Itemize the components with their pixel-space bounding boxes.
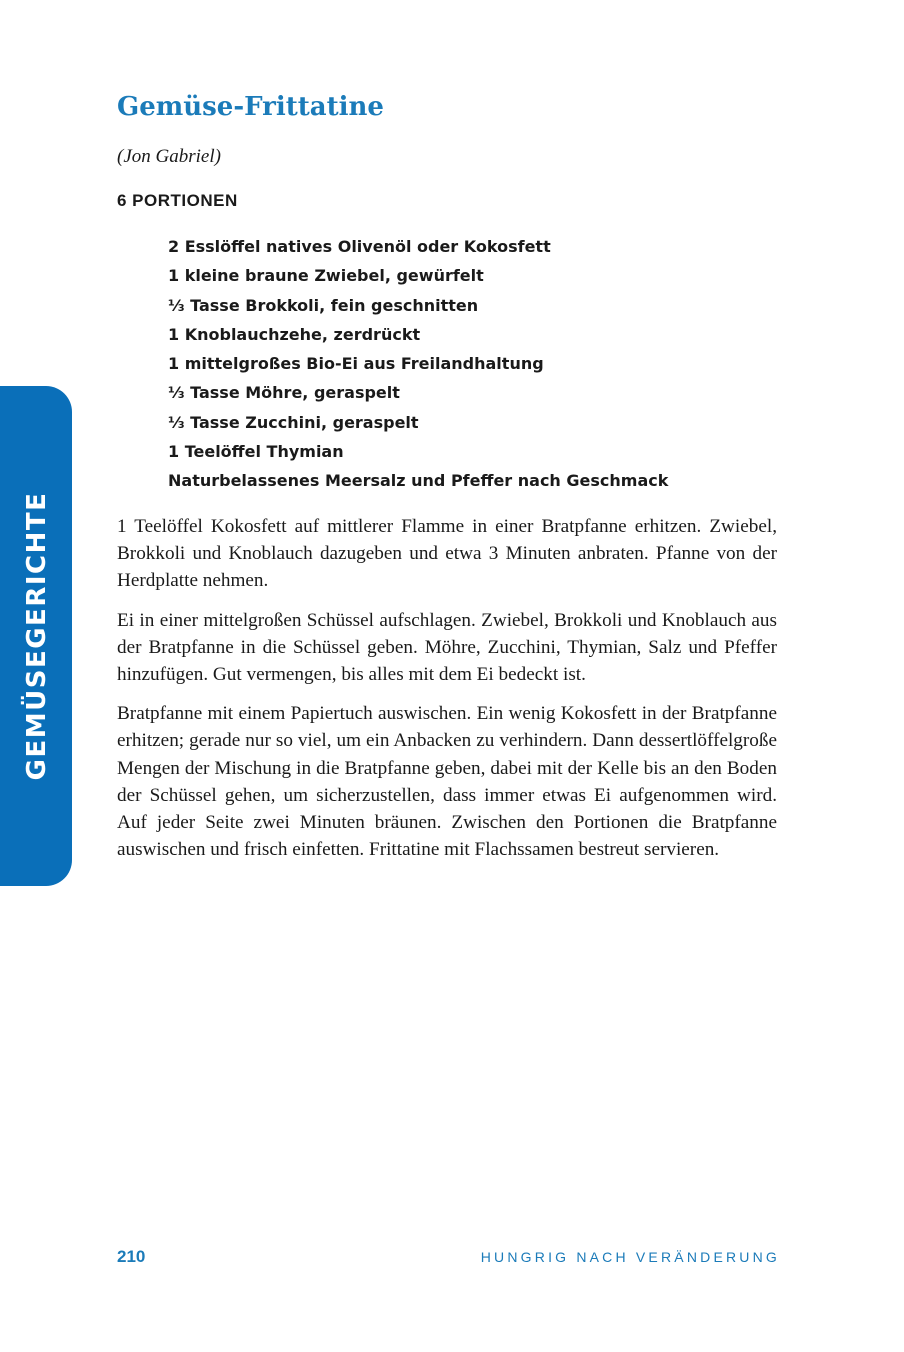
instruction-paragraph: Ei in einer mittelgroßen Schüssel aufschlagen. Zwiebel, Brokkoli und Knoblauch aus der Bratpfanne in die Schüssel geben. Möhre, Zucchini, Thymian, Salz und Pfeffer hinzufügen. Gut vermengen, bis alles mit dem Ei bedeckt ist. bbox=[117, 609, 777, 686]
ingredient-item: 2 Esslöffel natives Olivenöl oder Kokosfett bbox=[168, 237, 551, 256]
instruction-paragraph: 1 Teelöffel Kokosfett auf mittlerer Flamme in einer Bratpfanne erhitzen. Zwiebel, Brokkoli und Knoblauch dazugeben und etwa 3 Minuten anbraten. Pfanne von der Herdplatte nehmen. bbox=[117, 516, 777, 592]
ingredient-item: 1 mittelgroßes Bio-Ei aus Freilandhaltung bbox=[168, 354, 544, 374]
recipe-portions: 6 PORTIONEN bbox=[117, 191, 238, 210]
running-head: HUNGRIG NACH VERÄNDERUNG bbox=[480, 1249, 780, 1265]
ingredient-list bbox=[168, 232, 668, 496]
ingredient-item: Naturbelassenes Meersalz und Pfeffer nach Geschmack bbox=[168, 471, 669, 491]
ingredient-item: 1 kleine braune Zwiebel, gewürfelt bbox=[168, 266, 484, 286]
ingredient-item: ⅓ Tasse Zucchini, geraspelt bbox=[168, 412, 419, 432]
ingredient-item: ⅓ Tasse Möhre, geraspelt bbox=[168, 383, 400, 403]
chapter-tab-label: GEMÜSEGERICHTE bbox=[22, 491, 52, 781]
recipe-author: (Jon Gabriel) bbox=[117, 146, 221, 167]
ingredient-item: ⅓ Tasse Brokkoli, fein geschnitten bbox=[168, 295, 479, 315]
instructions bbox=[117, 513, 777, 875]
recipe-title: Gemüse-Frittatine bbox=[117, 92, 384, 122]
ingredient-item: 1 Knoblauchzehe, zerdrückt bbox=[168, 324, 421, 344]
ingredient-item: 1 Teelöffel Thymian bbox=[168, 442, 344, 462]
instruction-paragraph: Bratpfanne mit einem Papiertuch auswischen. Ein wenig Kokosfett in der Bratpfanne erhitzen; gerade nur so viel, um ein Anbacken zu verhindern. Dann dessertlöffelgroße Mengen der Mischung in die Bratpfanne geben, dabei mit der Kelle bis an den Boden der Schüssel gehen, um sicherzustellen, dass immer etwas Ei aufgenommen wird. Auf jeder Seite zwei Minuten bräunen. Zwischen den Portionen die Bratpfanne auswischen und frisch einfetten. Frittatine mit Flachssamen bestreut servieren. bbox=[117, 703, 777, 861]
page-number: 210 bbox=[117, 1247, 146, 1266]
